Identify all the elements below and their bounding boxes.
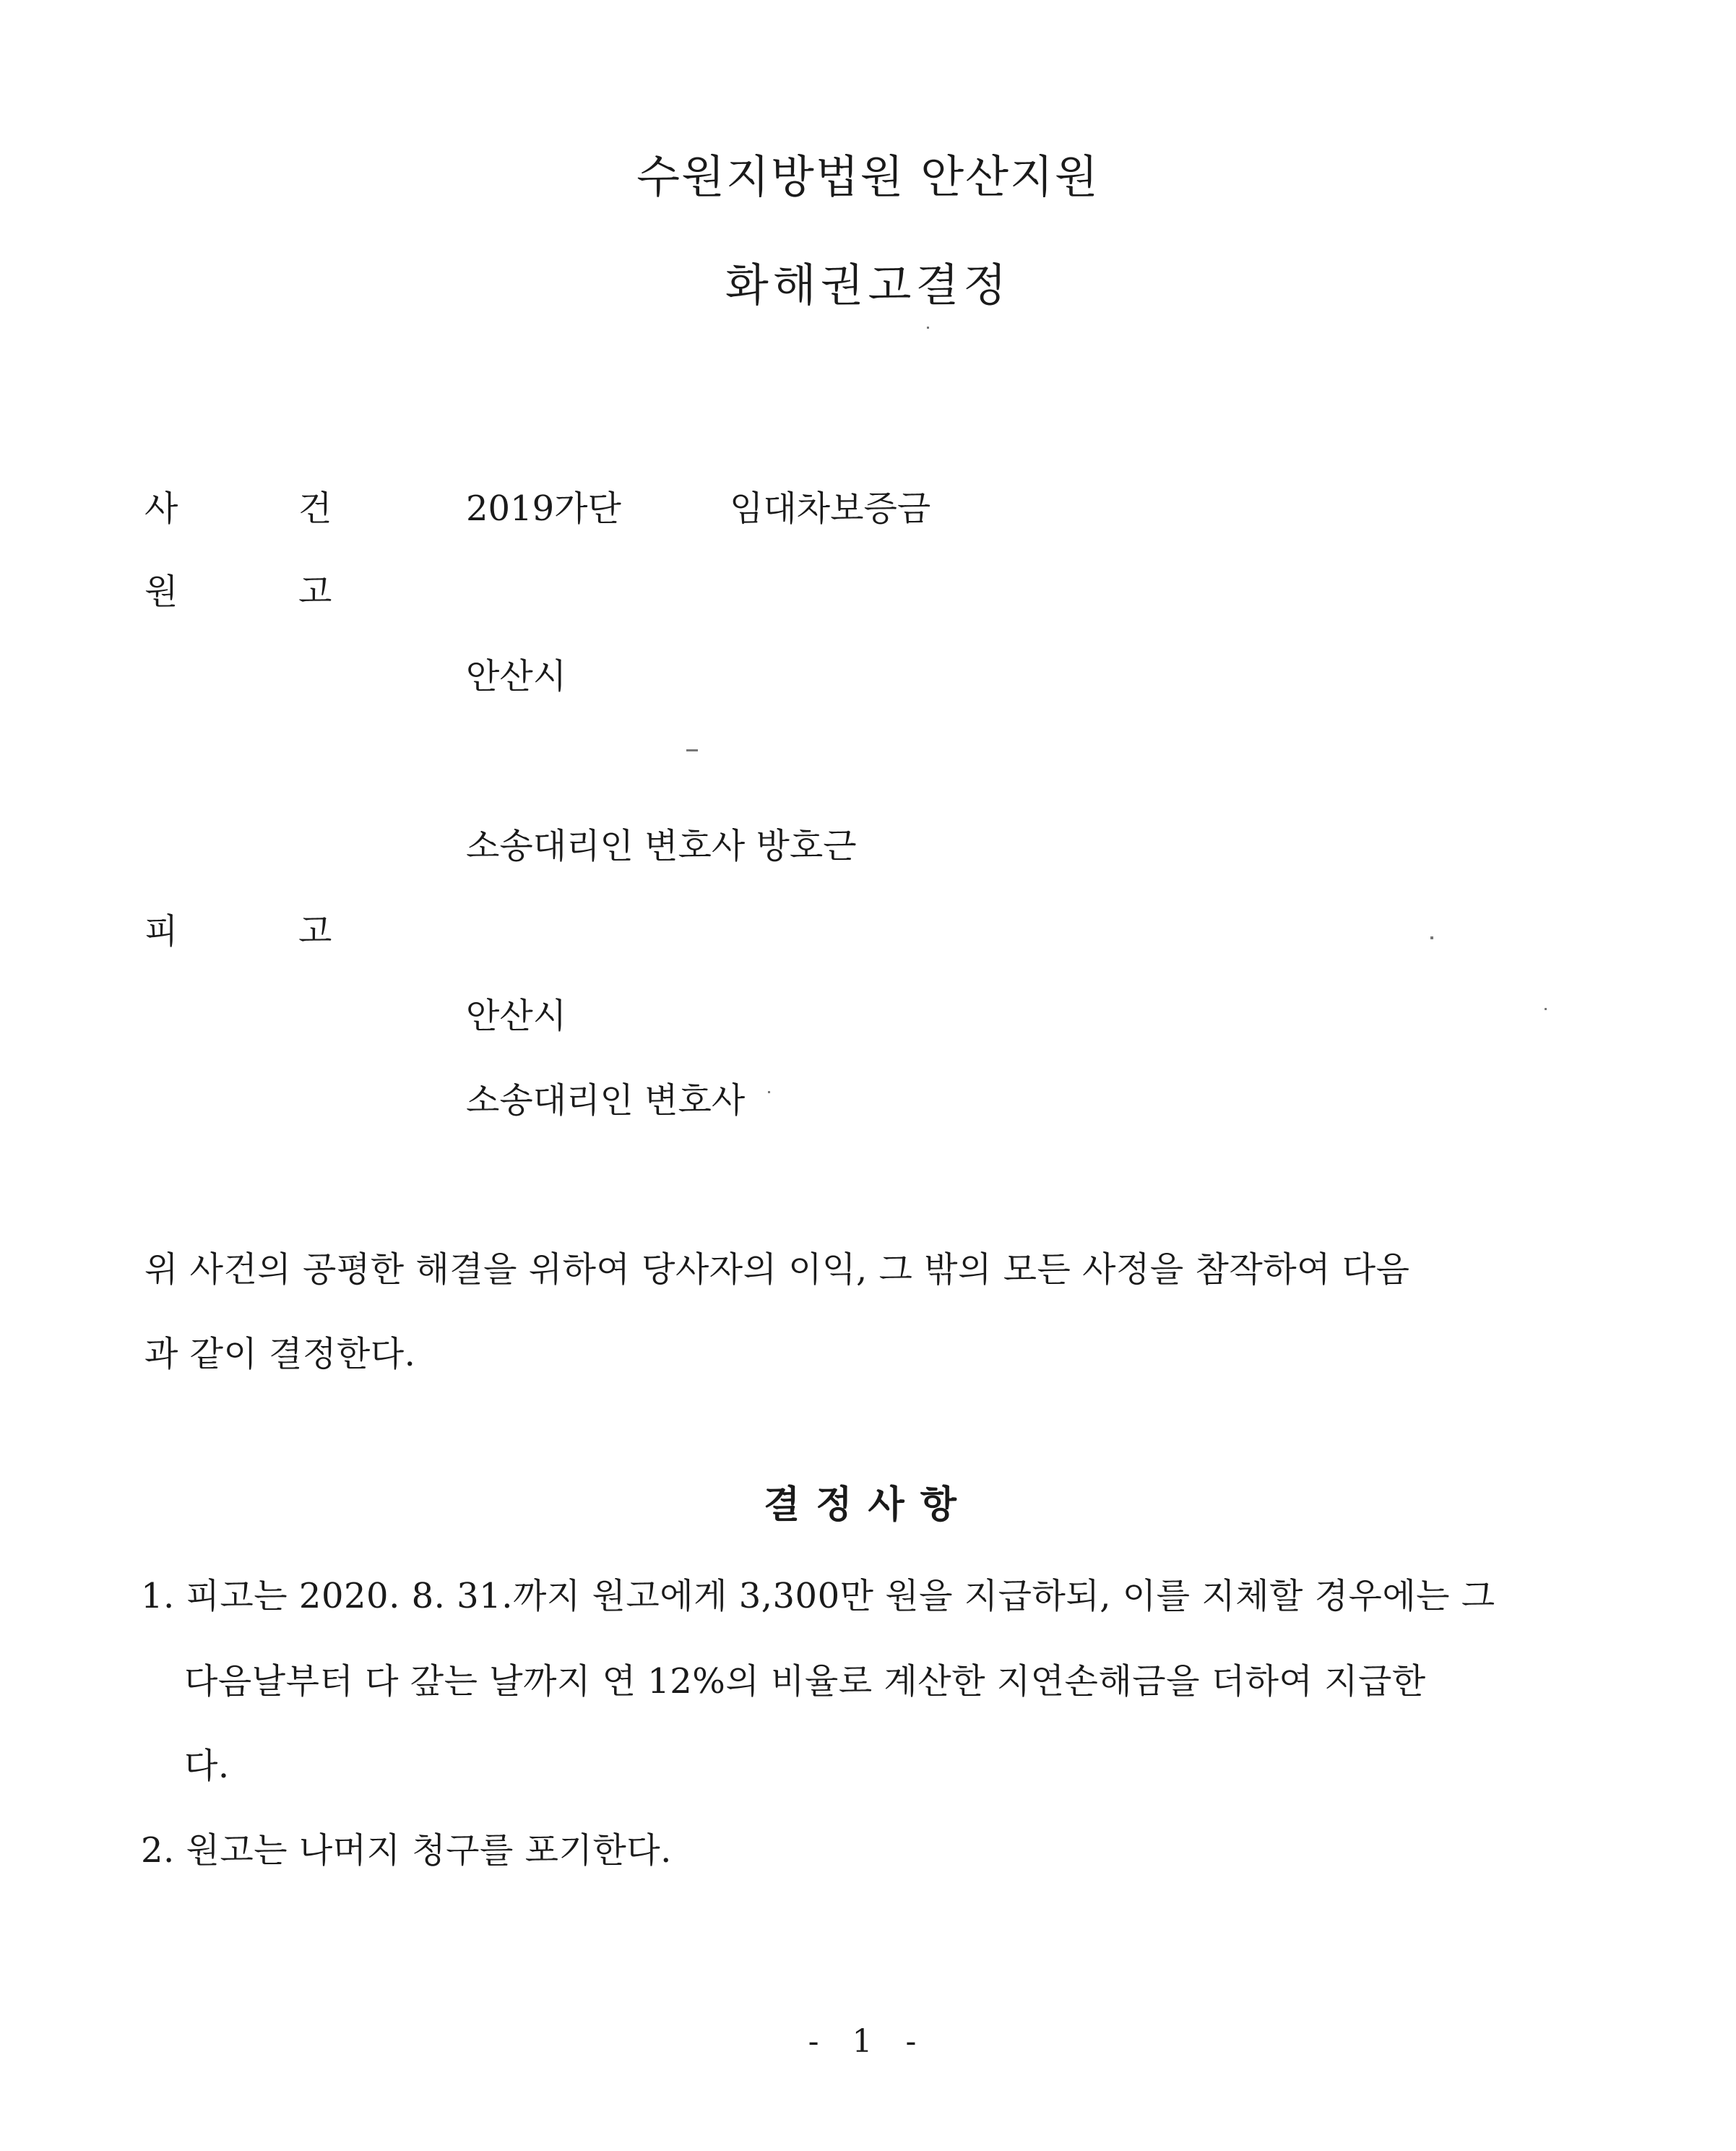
decision-title: 결정사항 (764, 1483, 972, 1527)
case-label-2: 건 (298, 488, 332, 529)
intro-line-2: 과 같이 결정한다. (144, 1334, 416, 1374)
decision-item-1-line-1: 1. 피고는 2020. 8. 31.까지 원고에게 3,300만 원을 지급하되, 이를 지체할 경우에는 그 (141, 1576, 1495, 1616)
court-name: 수원지방법원 안산지원 (636, 150, 1100, 203)
scan-speck (927, 327, 929, 329)
plaintiff-label-2: 고 (298, 572, 332, 612)
scan-speck (686, 749, 698, 751)
defendant-label-2: 고 (298, 911, 332, 952)
defendant-label-1: 피 (144, 911, 178, 952)
page-number: - 1 - (808, 2023, 928, 2060)
case-number: 2019가단 (466, 488, 621, 529)
decision-item-1-line-3: 다. (184, 1746, 230, 1786)
document-title: 화해권고결정 (725, 259, 1011, 311)
plaintiff-label-1: 원 (144, 572, 178, 612)
intro-line-1: 위 사건의 공평한 해결을 위하여 당사자의 이익, 그 밖의 모든 사정을 참작하여 다음 (144, 1249, 1410, 1290)
decision-item-2: 2. 원고는 나머지 청구를 포기한다. (141, 1830, 672, 1871)
scan-speck (1545, 1008, 1547, 1010)
case-name: 임대차보증금 (730, 488, 931, 529)
plaintiff-address: 안산시 (466, 656, 567, 697)
scan-speck (1430, 936, 1433, 939)
scan-speck (768, 1091, 770, 1093)
decision-item-1-line-2: 다음날부터 다 갚는 날까지 연 12%의 비율로 계산한 지연손해금을 더하여 지급한 (184, 1661, 1426, 1702)
plaintiff-counsel: 소송대리인 변호사 방호근 (466, 826, 857, 866)
case-label-1: 사 (144, 488, 178, 529)
defendant-counsel: 소송대리인 변호사 (466, 1080, 746, 1121)
defendant-address: 안산시 (466, 996, 567, 1036)
